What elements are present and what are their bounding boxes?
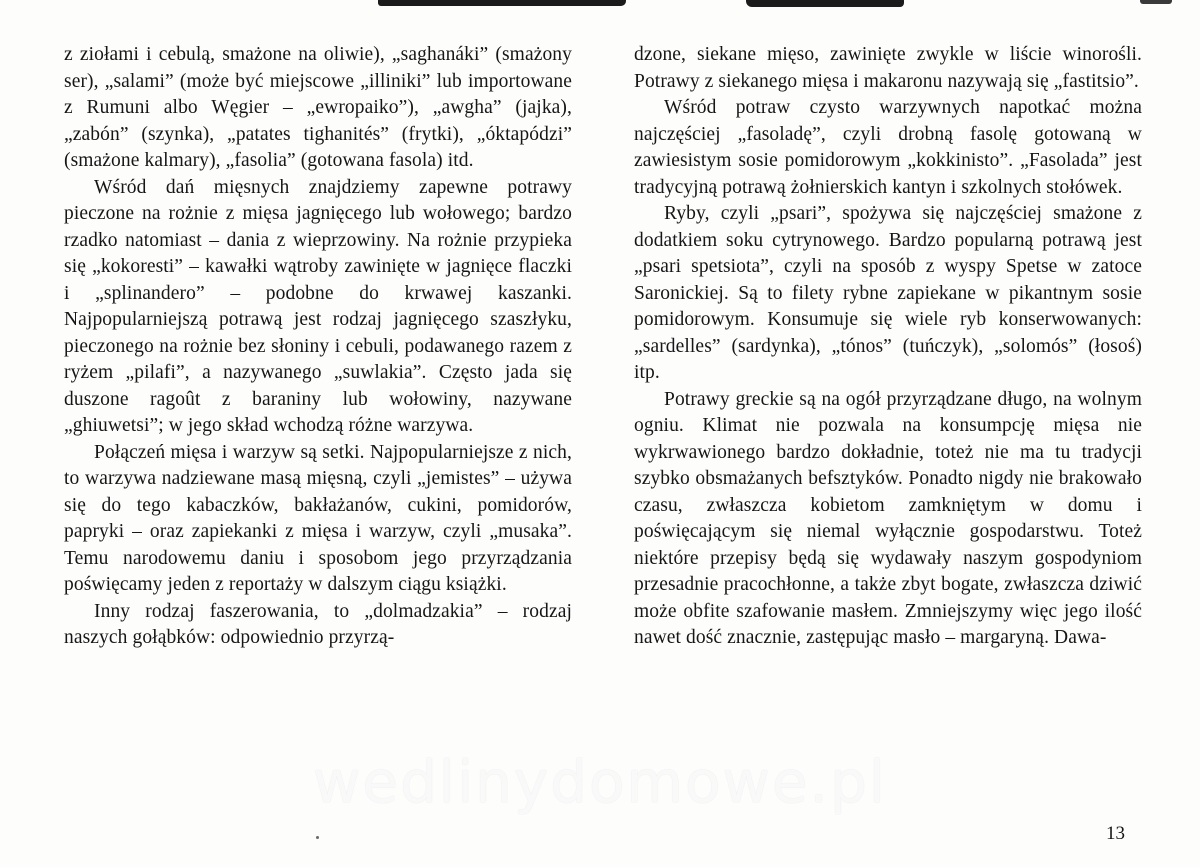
paragraph: Połączeń mięsa i warzyw są setki. Najpopularniejsze z nich, to warzywa nadziewane masą mięsną, czyli „jemistes” – używa się do tego kabaczków, bakłażanów, cukini, pomidorów, papryki – oraz zapiekanki z mięsa i warzyw, czyli „musaka”. Temu narodowemu daniu i sposobom jego przyrządzania poświęcamy jeden z reportaży w dalszym ciągu książki. bbox=[64, 441, 572, 595]
text-columns bbox=[64, 42, 1142, 652]
right-column bbox=[634, 42, 1142, 652]
page-number: 13 bbox=[1106, 823, 1125, 844]
left-column bbox=[64, 42, 572, 652]
paragraph: Inny rodzaj faszerowania, to „dolmadzakia” – rodzaj naszych gołąbków: odpowiednio przyrzą- bbox=[64, 600, 572, 648]
scan-artifact bbox=[378, 0, 626, 6]
paragraph: Wśród potraw czysto warzywnych napotkać można najczęściej „fasoladę”, czyli drobną fasolę gotowaną w zawiesistym sosie pomidorowym „kokkinisto”. „Fasolada” jest tradycyjną potrawą żołnierskich kantyn i szkolnych stołówek. bbox=[634, 97, 1142, 198]
scan-artifact bbox=[746, 0, 904, 7]
paragraph: Wśród dań mięsnych znajdziemy zapewne potrawy pieczone na rożnie z mięsa jagnięcego lub wołowego; bardzo rzadko natomiast – dania z wieprzowiny. Na rożnie przypieka się „kokoresti” – kawałki wątroby zawinięte w jagnięce flaczki i „splinandero” – podobne do krwawej kaszanki. Najpopularniejszą potrawą jest rodzaj jagnięcego szaszłyku, pieczonego na rożnie bez słoniny i cebuli, podawanego razem z ryżem „pilafi”, a nazywanego „suwlakia”. Często jada się duszone ragoût z baraniny lub wołowiny, nazywane „ghiuwetsi”; w jego skład wchodzą różne warzywa. bbox=[64, 176, 572, 436]
scan-artifact bbox=[1140, 0, 1172, 4]
paragraph: Ryby, czyli „psari”, spożywa się najczęściej smażone z dodatkiem soku cytrynowego. Bardzo popularną potrawą jest „psari spetsiota”, czyli na sposób z wyspy Spetse w zatoce Saronickiej. Są to filety rybne zapiekane w pikantnym sosie pomidorowym. Konsumuje się wiele ryb konserwowanych: „sardelles” (sardynka), „tónos” (tuńczyk), „solomós” (łosoś) itp. bbox=[634, 203, 1142, 383]
paragraph: Potrawy greckie są na ogół przyrządzane długo, na wolnym ogniu. Klimat nie pozwala na konsumpcję mięsa nie wykrwawionego bardzo dokładnie, toteż nie ma tu tradycji szybko obsmażanych befsztyków. Ponadto nigdy nie brakowało czasu, zwłaszcza kobietom zamkniętym w domu i poświęcającym się niemal wyłącznie gospodarstwu. Toteż niektóre przepisy będą się wydawały naszym gospodyniom przesadnie pracochłonne, a także zbyt bogate, zwłaszcza dziwić może obfite szafowanie masłem. Zmniejszymy więc jego ilość nawet dość znacznie, zastępując masło – margaryną. Dawa- bbox=[634, 388, 1142, 648]
scan-speck bbox=[316, 836, 319, 839]
paragraph: z ziołami i cebulą, smażone na oliwie), „saghanáki” (smażony ser), „salami” (może być miejscowe „illiniki” lub importowane z Rumuni albo Węgier – „ewropaiko”), „awgha” (jajka), „zabón” (szynka), „patates tighanités” (frytki), „óktapódzi” (smażone kalmary), „fasolia” (gotowana fasola) itd. bbox=[64, 44, 572, 171]
paragraph: dzone, siekane mięso, zawinięte zwykle w liście winorośli. Potrawy z siekanego mięsa i makaronu nazywają się „fastitsio”. bbox=[634, 44, 1142, 92]
watermark: wedlinydomowe.pl bbox=[312, 748, 888, 816]
